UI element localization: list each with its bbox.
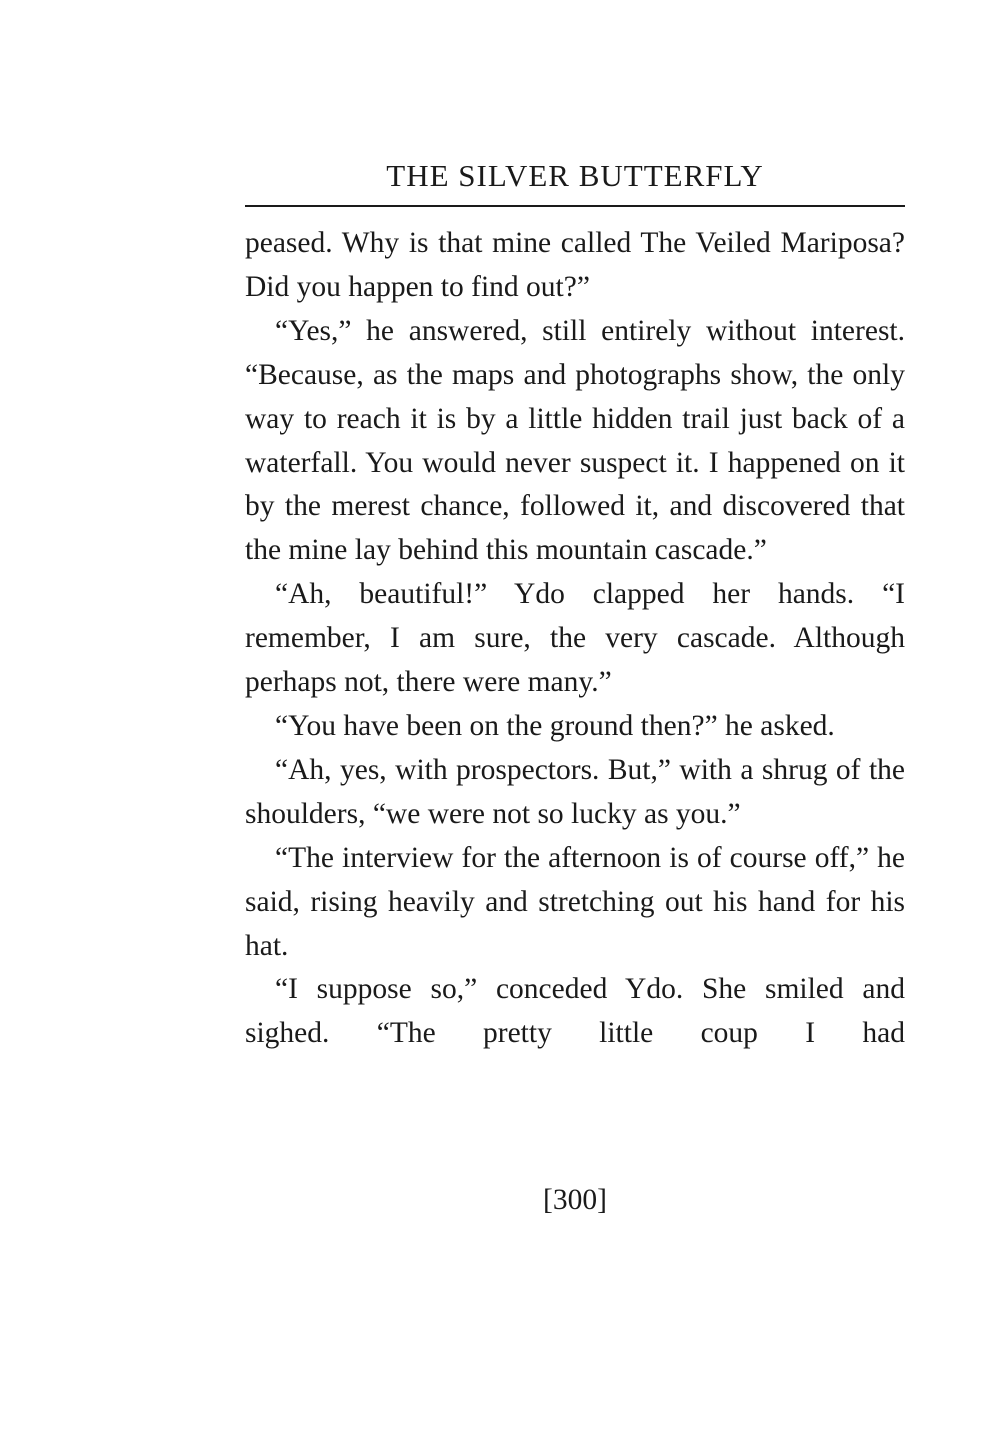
paragraph: “Ah, yes, with prospectors. But,” with a shrug of the shoulders, “we were not so lucky as you.”: [245, 753, 905, 830]
paragraph: “Ah, beautiful!” Ydo clapped her hands. “I remember, I am sure, the very cascade. Although perhaps not, there were many.”: [245, 578, 905, 699]
paragraph: “I suppose so,” conceded Ydo. She smiled and sighed. “The pretty little coup I had: [245, 973, 905, 1050]
page-number: [300]: [543, 1184, 607, 1216]
paragraph: “The interview for the afternoon is of course off,” he said, rising heavily and stretching out his hand for his hat.: [245, 841, 905, 962]
paragraph: “You have been on the ground then?” he asked.: [275, 709, 835, 742]
header-rule: [245, 205, 905, 207]
paragraph: peased. Why is that mine called The Veiled Mariposa? Did you happen to find out?”: [245, 227, 905, 303]
running-title: THE SILVER BUTTERFLY: [386, 158, 764, 193]
paragraph: “Yes,” he answered, still entirely without interest. “Because, as the maps and photographs show, the only way to reach it is by a little hidden trail just back of a waterfall. You would never suspect it. I happened on it by the merest chance, followed it, and discovered that the mine lay behind this mountain cascade.”: [245, 314, 905, 567]
body-text: [245, 222, 905, 1056]
